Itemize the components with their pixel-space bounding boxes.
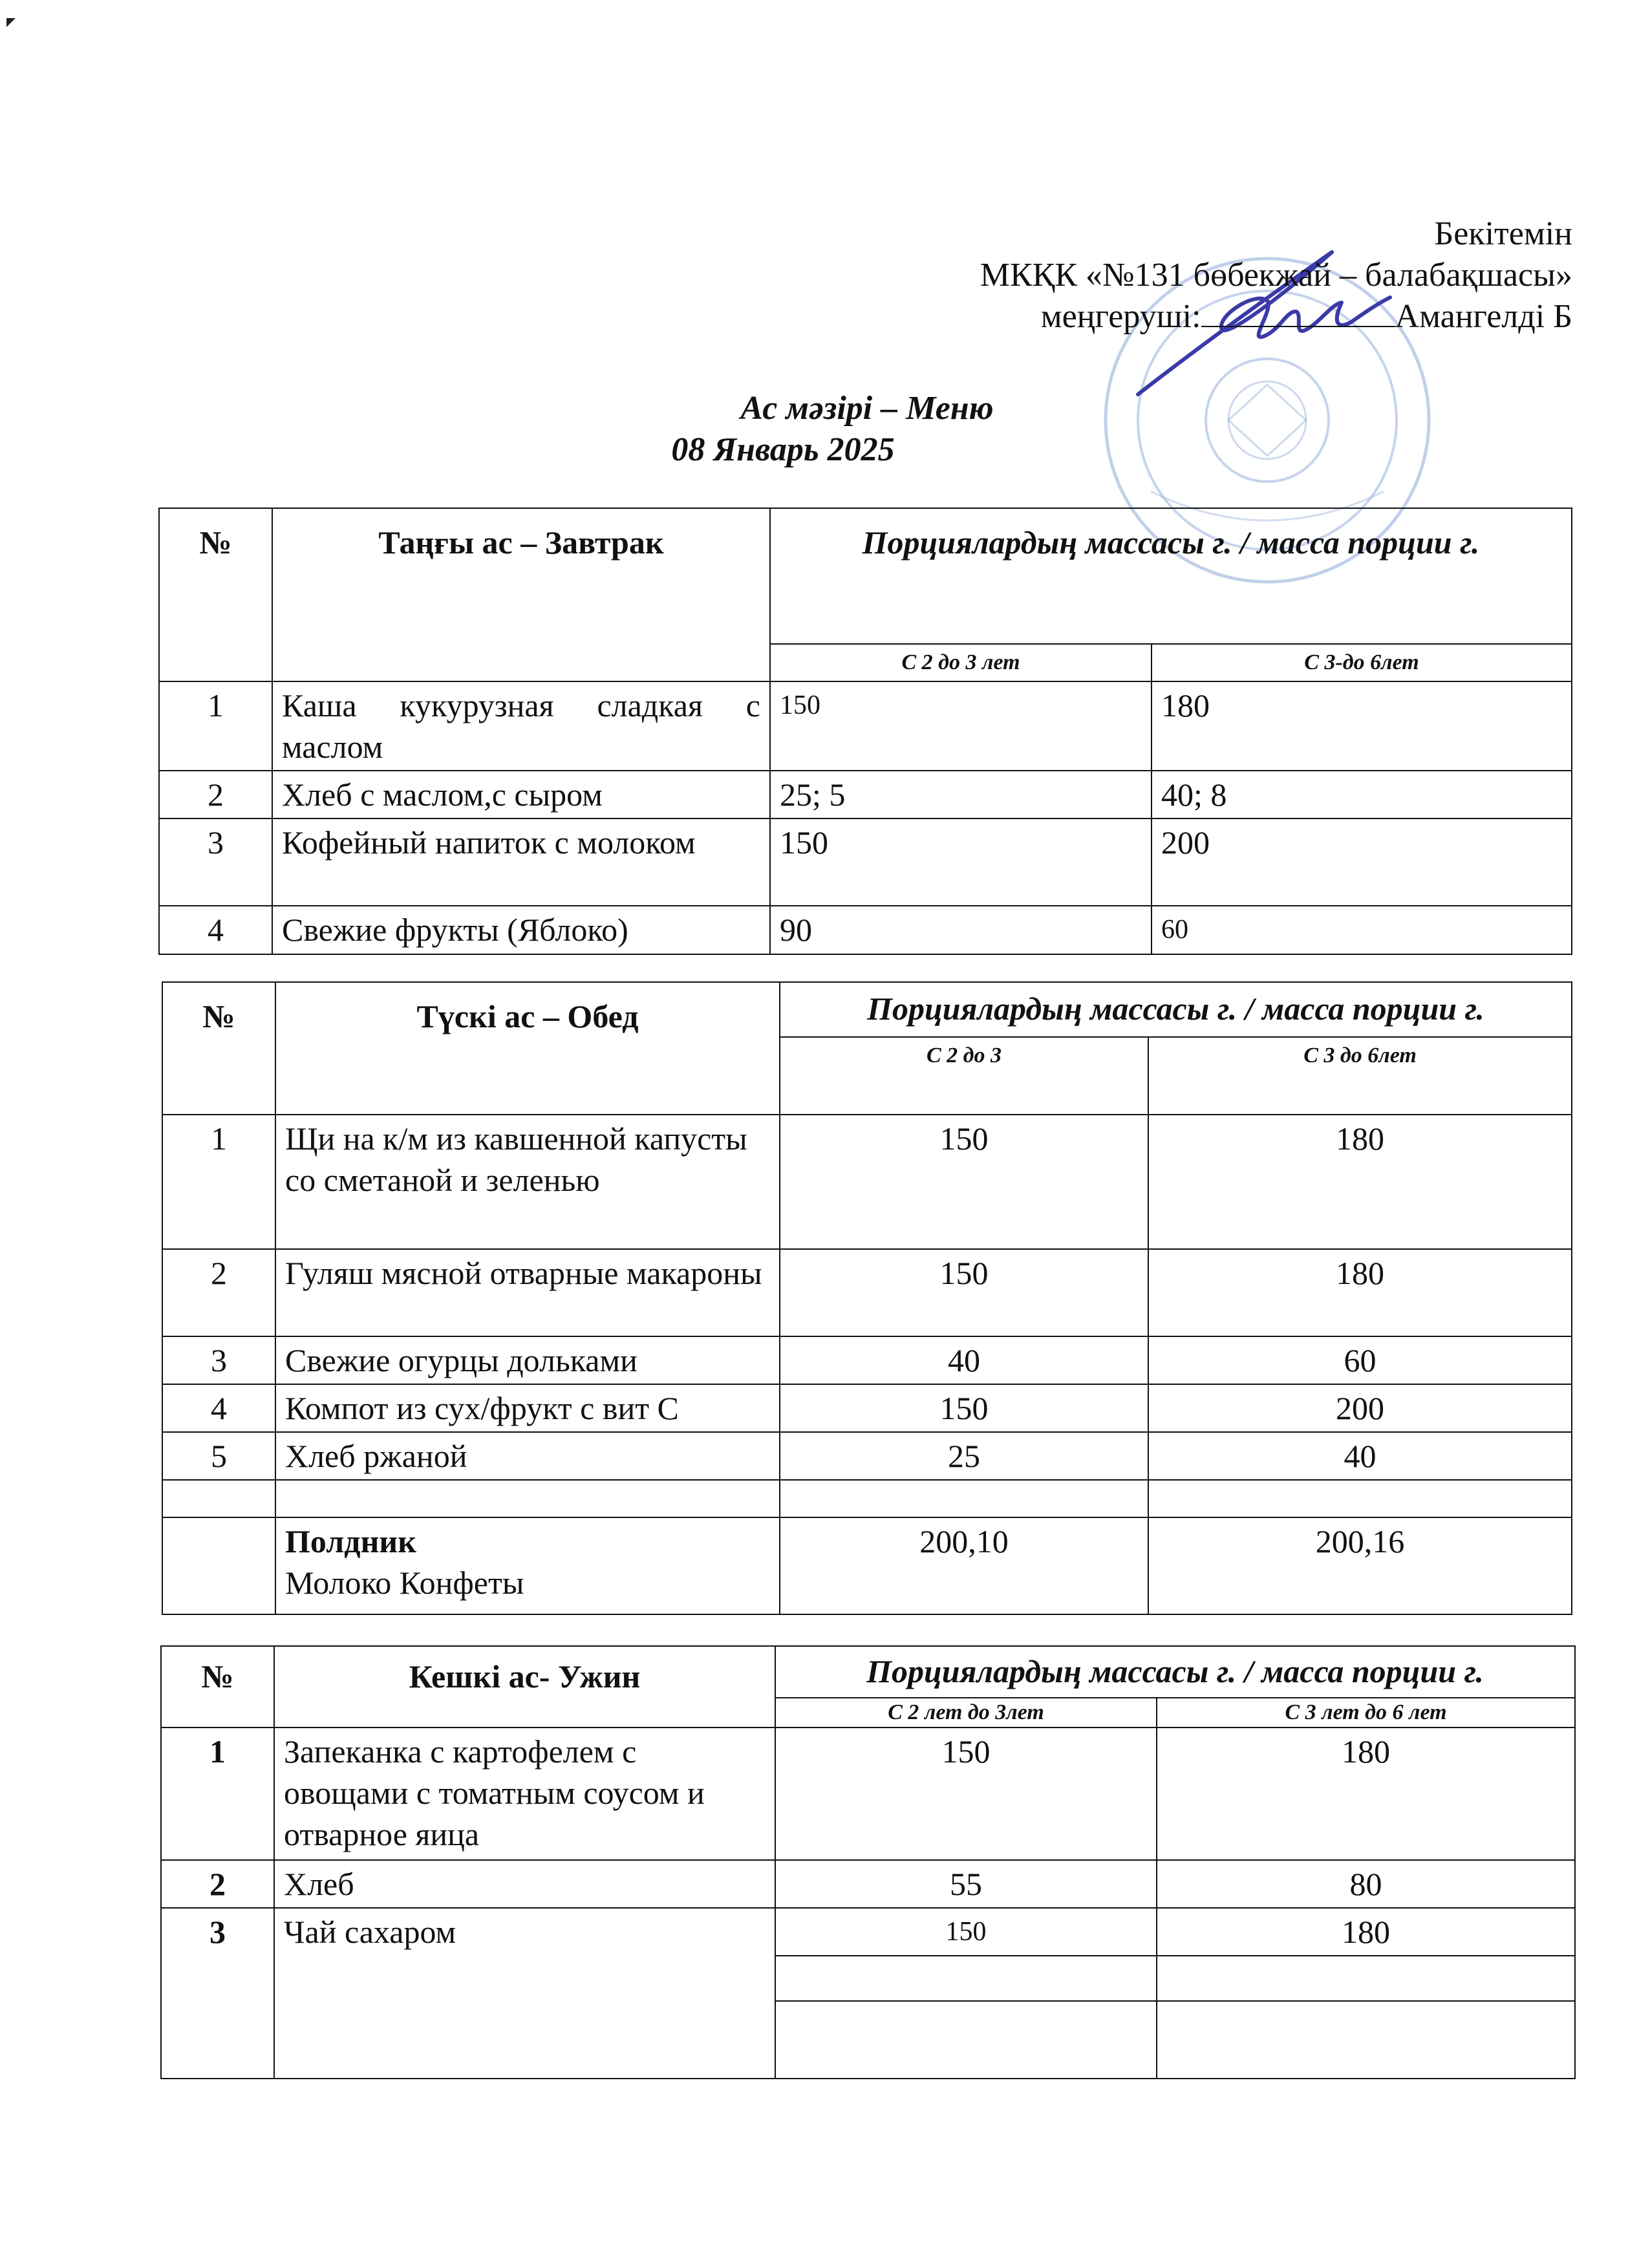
portion-age-1: 25 [780,1432,1148,1480]
row-number: 2 [162,1249,275,1336]
row-number: 2 [159,771,272,818]
dish-name: Гуляш мясной отварные макароны [275,1249,780,1336]
col-number-header: № [162,982,275,1115]
portion-age-2: 180 [1148,1249,1572,1336]
portion-age-1: 40 [780,1336,1148,1384]
table-row [161,1908,1575,1956]
row-number: 3 [162,1336,275,1384]
row-number: 4 [162,1384,275,1432]
table-row [161,1860,1575,1908]
snack-portion-age-2: 200,16 [1148,1517,1572,1614]
age-group-1: С 2 до 3 лет [770,644,1152,681]
table-row [162,1384,1572,1432]
portion-age-2: 200 [1148,1384,1572,1432]
row-number: 1 [162,1115,275,1249]
dish-name: Чай сахаром [274,1908,775,2079]
row-number: 3 [159,818,272,906]
portion-age-1: 150 [780,1384,1148,1432]
portion-age-2: 180 [1157,1908,1575,1956]
age-group-1: С 2 до 3 [780,1037,1148,1115]
portion-age-1: 150 [780,1249,1148,1336]
approve-position: меңгеруші: [1040,298,1201,335]
portion-age-2: 60 [1152,906,1572,954]
table-row [159,906,1572,954]
page-title [0,388,1650,471]
portion-age-1: 150 [770,818,1152,906]
col-number-header: № [159,508,272,681]
portion-age-2: 180 [1148,1115,1572,1249]
menu-date: 08 Январь 2025 [671,431,895,468]
table-row [162,1336,1572,1384]
col-portion-header: Порциялардың массасы г. / масса порции г. [780,982,1572,1037]
age-group-1: С 2 лет до 3лет [775,1698,1157,1728]
breakfast-table [158,508,1572,955]
dish-name: Каша кукурузная сладкая с маслом [272,681,770,771]
snack-cell [275,1517,780,1614]
snack-row [162,1517,1572,1614]
portion-age-2: 200 [1152,818,1572,906]
col-portion-header: Порциялардың массасы г. / масса порции г. [770,508,1572,644]
snack-portion-age-1: 200,10 [780,1517,1148,1614]
dish-name: Хлеб с маслом,с сыром [272,771,770,818]
portion-age-1: 55 [775,1860,1157,1908]
dish-name: Запеканка с картофелем с овощами с томатным соусом и отварное яица [274,1728,775,1860]
table-row [159,771,1572,818]
dish-name: Кофейный напиток с молоком [272,818,770,906]
age-group-2: С 3 до 6лет [1148,1037,1572,1115]
col-number-header: № [161,1646,274,1728]
table-row [161,1728,1575,1860]
col-dish-header: Кешкі ас- Ужин [274,1646,775,1728]
approval-block [980,213,1572,337]
dish-name: Щи на к/м из кавшенной капусты со сметаной и зеленью [275,1115,780,1249]
portion-age-2: 40 [1148,1432,1572,1480]
dinner-table [160,1645,1576,2079]
portion-age-1: 150 [780,1115,1148,1249]
table-row [162,1432,1572,1480]
portion-age-1: 150 [775,1908,1157,1956]
portion-age-1: 150 [775,1728,1157,1860]
lunch-table [162,981,1572,1615]
age-group-2: С 3-до 6лет [1152,644,1572,681]
table-row [159,818,1572,906]
col-portion-header: Порциялардың массасы г. / масса порции г. [775,1646,1575,1698]
portion-age-1: 150 [770,681,1152,771]
table-row [159,681,1572,771]
snack-name: Молоко Конфеты [285,1565,524,1601]
age-group-2: С 3 лет до 6 лет [1157,1698,1575,1728]
portion-age-2: 180 [1152,681,1572,771]
approve-title: Бекітемін [1434,215,1572,252]
portion-age-2: 40; 8 [1152,771,1572,818]
dish-name: Свежие фрукты (Яблоко) [272,906,770,954]
approve-organization: МКҚК «№131 бөбекжай – балабақшасы» [980,257,1572,294]
row-number: 3 [161,1908,274,2079]
approve-name: Амангелді Б [1395,298,1572,335]
dish-name: Хлеб [274,1860,775,1908]
dish-name: Хлеб ржаной [275,1432,780,1480]
dish-name: Свежие огурцы дольками [275,1336,780,1384]
table-row [162,1115,1572,1249]
approve-signatory [980,296,1572,337]
row-number: 1 [159,681,272,771]
portion-age-1: 25; 5 [770,771,1152,818]
signature-line [1201,300,1395,327]
row-number: 2 [161,1860,274,1908]
table-row [162,1249,1572,1336]
scan-corner-mark [6,18,16,27]
portion-age-1: 90 [770,906,1152,954]
col-dish-header: Таңғы ас – Завтрак [272,508,770,681]
col-dish-header: Түскі ас – Обед [275,982,780,1115]
row-number: 4 [159,906,272,954]
row-number: 5 [162,1432,275,1480]
portion-age-2: 60 [1148,1336,1572,1384]
menu-title: Ас мәзірі – Меню [740,390,994,427]
table-row-empty [162,1480,1572,1517]
portion-age-2: 180 [1157,1728,1575,1860]
portion-age-2: 80 [1157,1860,1575,1908]
snack-title: Полдник [285,1523,417,1559]
row-number: 1 [161,1728,274,1860]
dish-name: Компот из сух/фрукт с вит С [275,1384,780,1432]
